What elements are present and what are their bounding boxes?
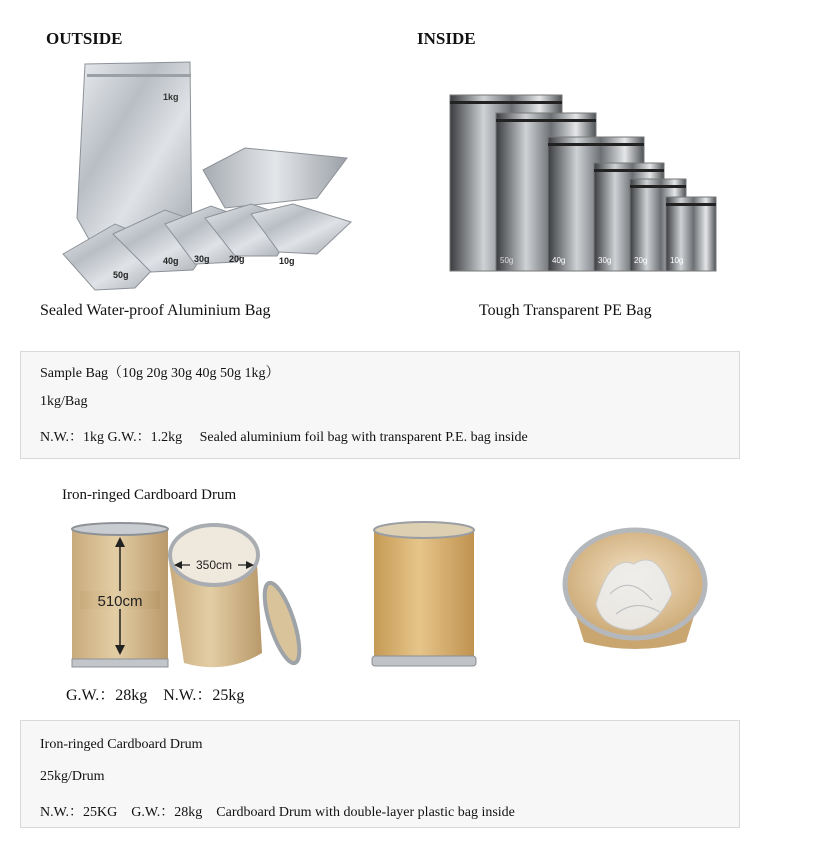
bag-info-box	[20, 351, 740, 459]
drum-weights: G.W.：28kg N.W.：25kg	[66, 687, 245, 704]
drum-dimensions-image	[66, 515, 302, 675]
closed-drum-image	[368, 520, 480, 672]
drum-height-label: 510cm	[97, 593, 143, 610]
foil-label-20g: 20g	[229, 254, 245, 264]
pe-label-40g: 40g	[552, 256, 566, 265]
bag-info-line-1: Sample Bag（10g 20g 30g 40g 50g 1kg）	[40, 366, 280, 381]
outside-caption: Sealed Water-proof Aluminium Bag	[40, 302, 271, 319]
drum-info-box	[20, 720, 740, 828]
bag-info-line-2: 1kg/Bag	[40, 394, 88, 409]
foil-label-1kg: 1kg	[163, 92, 179, 102]
pe-bag-image	[448, 93, 720, 273]
bag-info-line-3: N.W.：1kg G.W.：1.2kg Sealed aluminium foil bag with transparent P.E. bag inside	[40, 430, 528, 445]
pe-label-10g: 10g	[670, 256, 684, 265]
foil-label-10g: 10g	[279, 256, 295, 266]
drum-info-line-1: Iron-ringed Cardboard Drum	[40, 737, 203, 752]
foil-label-30g: 30g	[194, 254, 210, 264]
inside-caption: Tough Transparent PE Bag	[479, 302, 652, 319]
pe-label-30g: 30g	[598, 256, 612, 265]
drum-section-title: Iron-ringed Cardboard Drum	[62, 487, 237, 503]
pe-label-20g: 20g	[634, 256, 648, 265]
drum-info-line-3: N.W.：25KG G.W.：28kg Cardboard Drum with double-layer plastic bag inside	[40, 805, 515, 820]
outside-heading: OUTSIDE	[46, 29, 123, 48]
foil-label-40g: 40g	[163, 256, 179, 266]
open-drum-bag-image	[560, 524, 710, 654]
drum-info-line-2: 25kg/Drum	[40, 769, 105, 784]
pe-label-50g: 50g	[500, 256, 514, 265]
aluminium-bag-image	[55, 58, 360, 298]
inside-heading: INSIDE	[417, 29, 476, 48]
drum-diameter-label: 350cm	[195, 558, 233, 572]
foil-label-50g: 50g	[113, 270, 129, 280]
